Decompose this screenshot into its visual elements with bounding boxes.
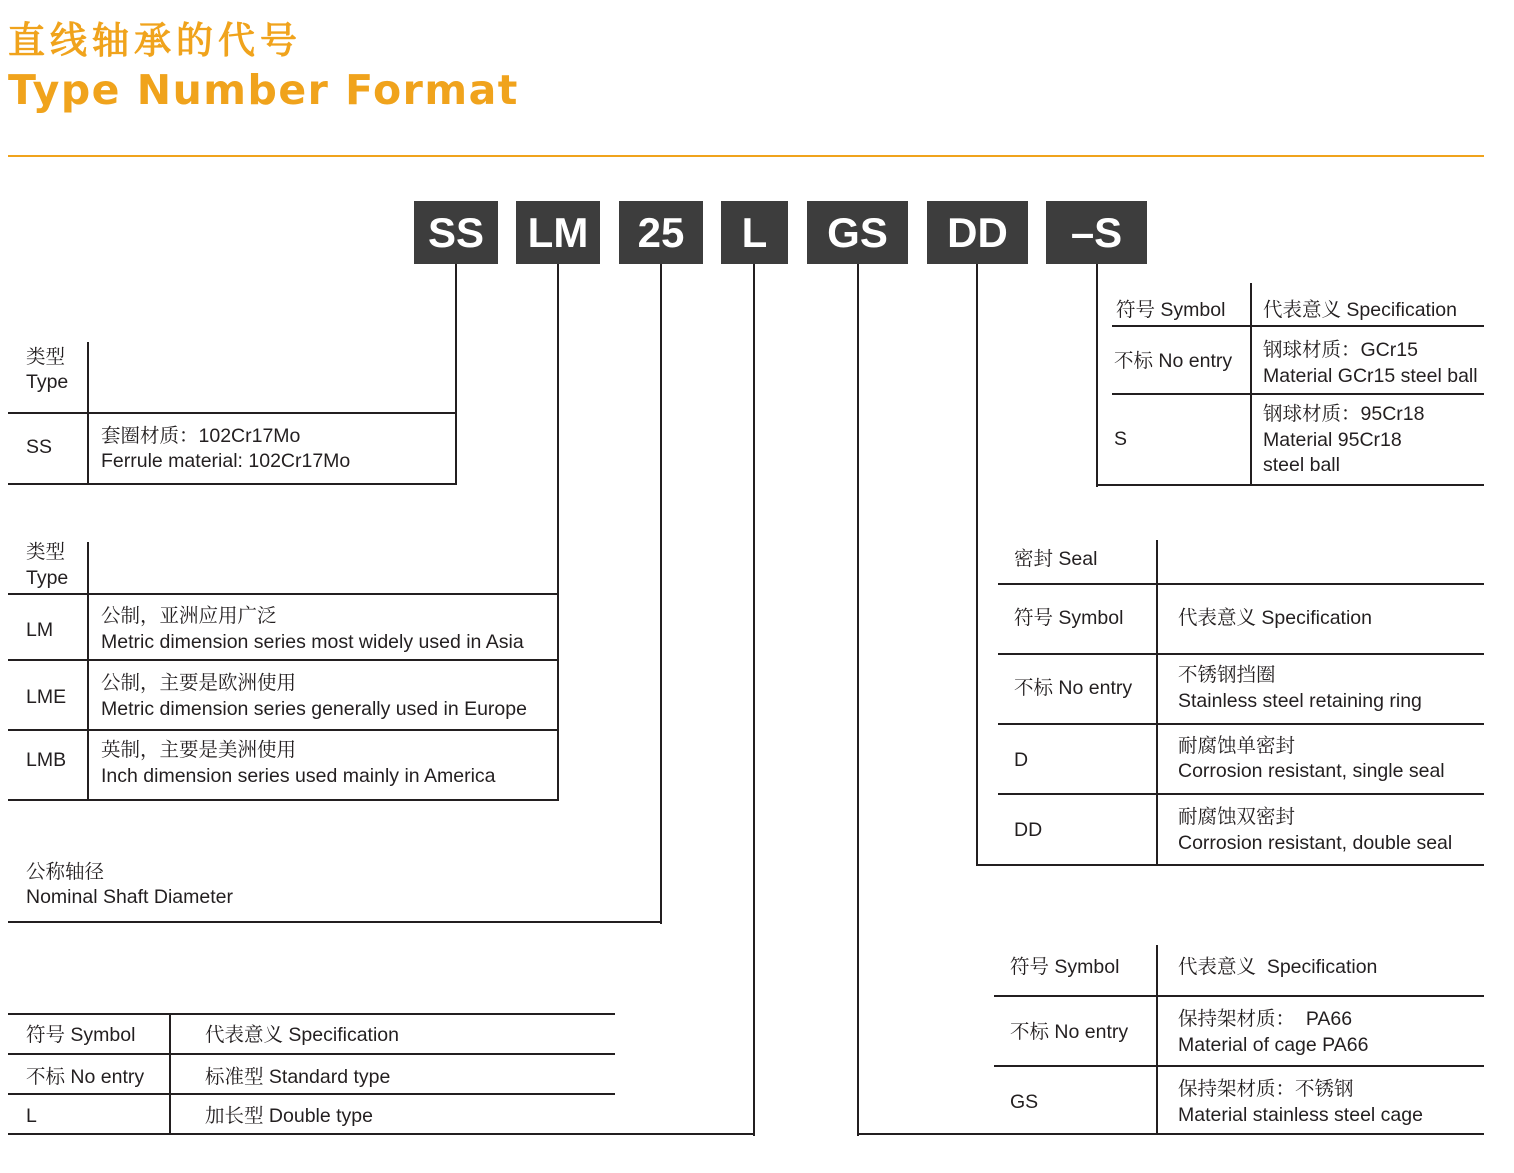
- connector-size: [660, 264, 662, 924]
- ss-bottom-line: [8, 483, 457, 485]
- seal-row-noentry-cn: 不锈钢挡圈: [1178, 664, 1276, 686]
- ss-header-en: Type: [26, 371, 69, 393]
- seal-row-dd-en: Corrosion resistant, double seal: [1178, 832, 1453, 854]
- page-title-cn: 直线轴承的代号: [8, 19, 302, 62]
- s-row-s-en2: steel ball: [1263, 454, 1340, 476]
- l-row-l-spec: 加长型 Double type: [205, 1105, 373, 1127]
- s-header-symbol: 符号 Symbol: [1116, 299, 1226, 321]
- l-row-divider-1: [8, 1053, 615, 1055]
- seal-header-spec: 代表意义 Specification: [1178, 607, 1372, 629]
- connector-dd: [976, 264, 978, 866]
- s-row-divider-1: [1112, 325, 1484, 327]
- seal-row-dd-cn: 耐腐蚀双密封: [1178, 806, 1296, 828]
- gs-header-spec: 代表意义 Specification: [1178, 956, 1378, 978]
- lme-spec-en: Metric dimension series generally used in Europe: [101, 698, 527, 720]
- gs-row-gs-cn: 保持架材质：不锈钢: [1178, 1078, 1354, 1100]
- l-header-spec: 代表意义 Specification: [205, 1024, 399, 1046]
- seal-row-d-en: Corrosion resistant, single seal: [1178, 760, 1445, 782]
- lme-spec-cn: 公制，主要是欧洲使用: [101, 672, 297, 694]
- code-box-dd: DD: [927, 201, 1028, 264]
- seal-row-divider-1: [998, 583, 1484, 585]
- ss-row-divider: [8, 412, 457, 414]
- ss-spec-cn: 套圈材质：102Cr17Mo: [101, 425, 301, 447]
- title-divider: [8, 155, 1484, 157]
- seal-row-noentry-symbol: 不标 No entry: [1014, 677, 1133, 699]
- gs-row-gs-symbol: GS: [1010, 1091, 1039, 1113]
- l-col-divider: [169, 1013, 171, 1135]
- s-bottom-line: [1096, 484, 1484, 486]
- connector-lm: [557, 264, 559, 801]
- lm-bottom-line: [8, 799, 559, 801]
- seal-row-d-cn: 耐腐蚀单密封: [1178, 735, 1296, 757]
- seal-header-symbol: 符号 Symbol: [1014, 607, 1124, 629]
- lmb-symbol: LMB: [26, 749, 67, 771]
- lm-row-divider-1: [8, 593, 559, 595]
- code-box-gs: GS: [807, 201, 908, 264]
- l-row-noentry-spec: 标准型 Standard type: [205, 1066, 391, 1088]
- shaft-label-cn: 公称轴径: [26, 861, 105, 883]
- s-row-s-en: Material 95Cr18: [1263, 429, 1402, 451]
- s-header-spec: 代表意义 Specification: [1263, 299, 1457, 321]
- l-row-l-symbol: L: [26, 1105, 37, 1127]
- connector-gs: [857, 264, 859, 1136]
- shaft-label-en: Nominal Shaft Diameter: [26, 886, 233, 908]
- l-header-symbol: 符号 Symbol: [26, 1024, 136, 1046]
- l-top-line: [8, 1013, 615, 1015]
- l-row-divider-2: [8, 1093, 615, 1095]
- gs-row-divider-2: [994, 1065, 1484, 1067]
- lm-spec-en: Metric dimension series most widely used in Asia: [101, 631, 524, 653]
- gs-header-symbol: 符号 Symbol: [1010, 956, 1120, 978]
- s-row-s-symbol: S: [1114, 428, 1128, 450]
- lme-symbol: LME: [26, 686, 67, 708]
- ss-header-cn: 类型: [26, 346, 66, 368]
- lmb-spec-cn: 英制，主要是美洲使用: [101, 739, 297, 761]
- lm-spec-cn: 公制，亚洲应用广泛: [101, 605, 277, 627]
- seal-row-divider-4: [998, 793, 1484, 795]
- lm-header-en: Type: [26, 567, 69, 589]
- gs-row-noentry-cn: 保持架材质： PA66: [1178, 1008, 1353, 1030]
- code-box-s: –S: [1046, 201, 1147, 264]
- lm-row-divider-3: [8, 729, 559, 731]
- seal-row-divider-3: [998, 723, 1484, 725]
- seal-col-divider: [1156, 540, 1158, 865]
- l-bottom-line: [8, 1133, 755, 1135]
- s-row-s-cn: 钢球材质：95Cr18: [1263, 403, 1425, 425]
- code-box-ss: SS: [414, 201, 498, 264]
- s-row-noentry-symbol: 不标 No entry: [1114, 350, 1233, 372]
- code-box-l: L: [721, 201, 788, 264]
- ss-symbol: SS: [26, 436, 53, 458]
- connector-s: [1096, 264, 1098, 487]
- gs-bottom-line: [857, 1133, 1484, 1135]
- seal-title: 密封 Seal: [1014, 548, 1098, 570]
- seal-row-dd-symbol: DD: [1014, 819, 1043, 841]
- seal-row-noentry-en: Stainless steel retaining ring: [1178, 690, 1422, 712]
- s-row-noentry-en: Material GCr15 steel ball: [1263, 365, 1478, 387]
- connector-ss: [455, 264, 457, 485]
- lmb-spec-en: Inch dimension series used mainly in America: [101, 765, 496, 787]
- gs-row-noentry-en: Material of cage PA66: [1178, 1034, 1369, 1056]
- gs-col-divider: [1156, 945, 1158, 1135]
- seal-row-d-symbol: D: [1014, 749, 1029, 771]
- page-title-en: Type Number Format: [8, 66, 519, 114]
- code-box-lm: LM: [516, 201, 600, 264]
- shaft-bottom-line: [8, 921, 662, 923]
- ss-spec-en: Ferrule material: 102Cr17Mo: [101, 450, 351, 472]
- connector-l: [753, 264, 755, 1136]
- lm-header-cn: 类型: [26, 541, 66, 563]
- s-row-divider-2: [1112, 393, 1484, 395]
- s-col-divider: [1250, 283, 1252, 486]
- lm-col-divider: [87, 542, 89, 800]
- lm-symbol: LM: [26, 619, 54, 641]
- gs-row-gs-en: Material stainless steel cage: [1178, 1104, 1423, 1126]
- gs-row-divider-1: [994, 995, 1484, 997]
- code-box-size: 25: [619, 201, 703, 264]
- seal-row-divider-2: [998, 653, 1484, 655]
- s-row-noentry-cn: 钢球材质：GCr15: [1263, 339, 1418, 361]
- l-row-noentry-symbol: 不标 No entry: [26, 1066, 145, 1088]
- lm-row-divider-2: [8, 659, 559, 661]
- seal-bottom-line: [976, 864, 1484, 866]
- gs-row-noentry-symbol: 不标 No entry: [1010, 1021, 1129, 1043]
